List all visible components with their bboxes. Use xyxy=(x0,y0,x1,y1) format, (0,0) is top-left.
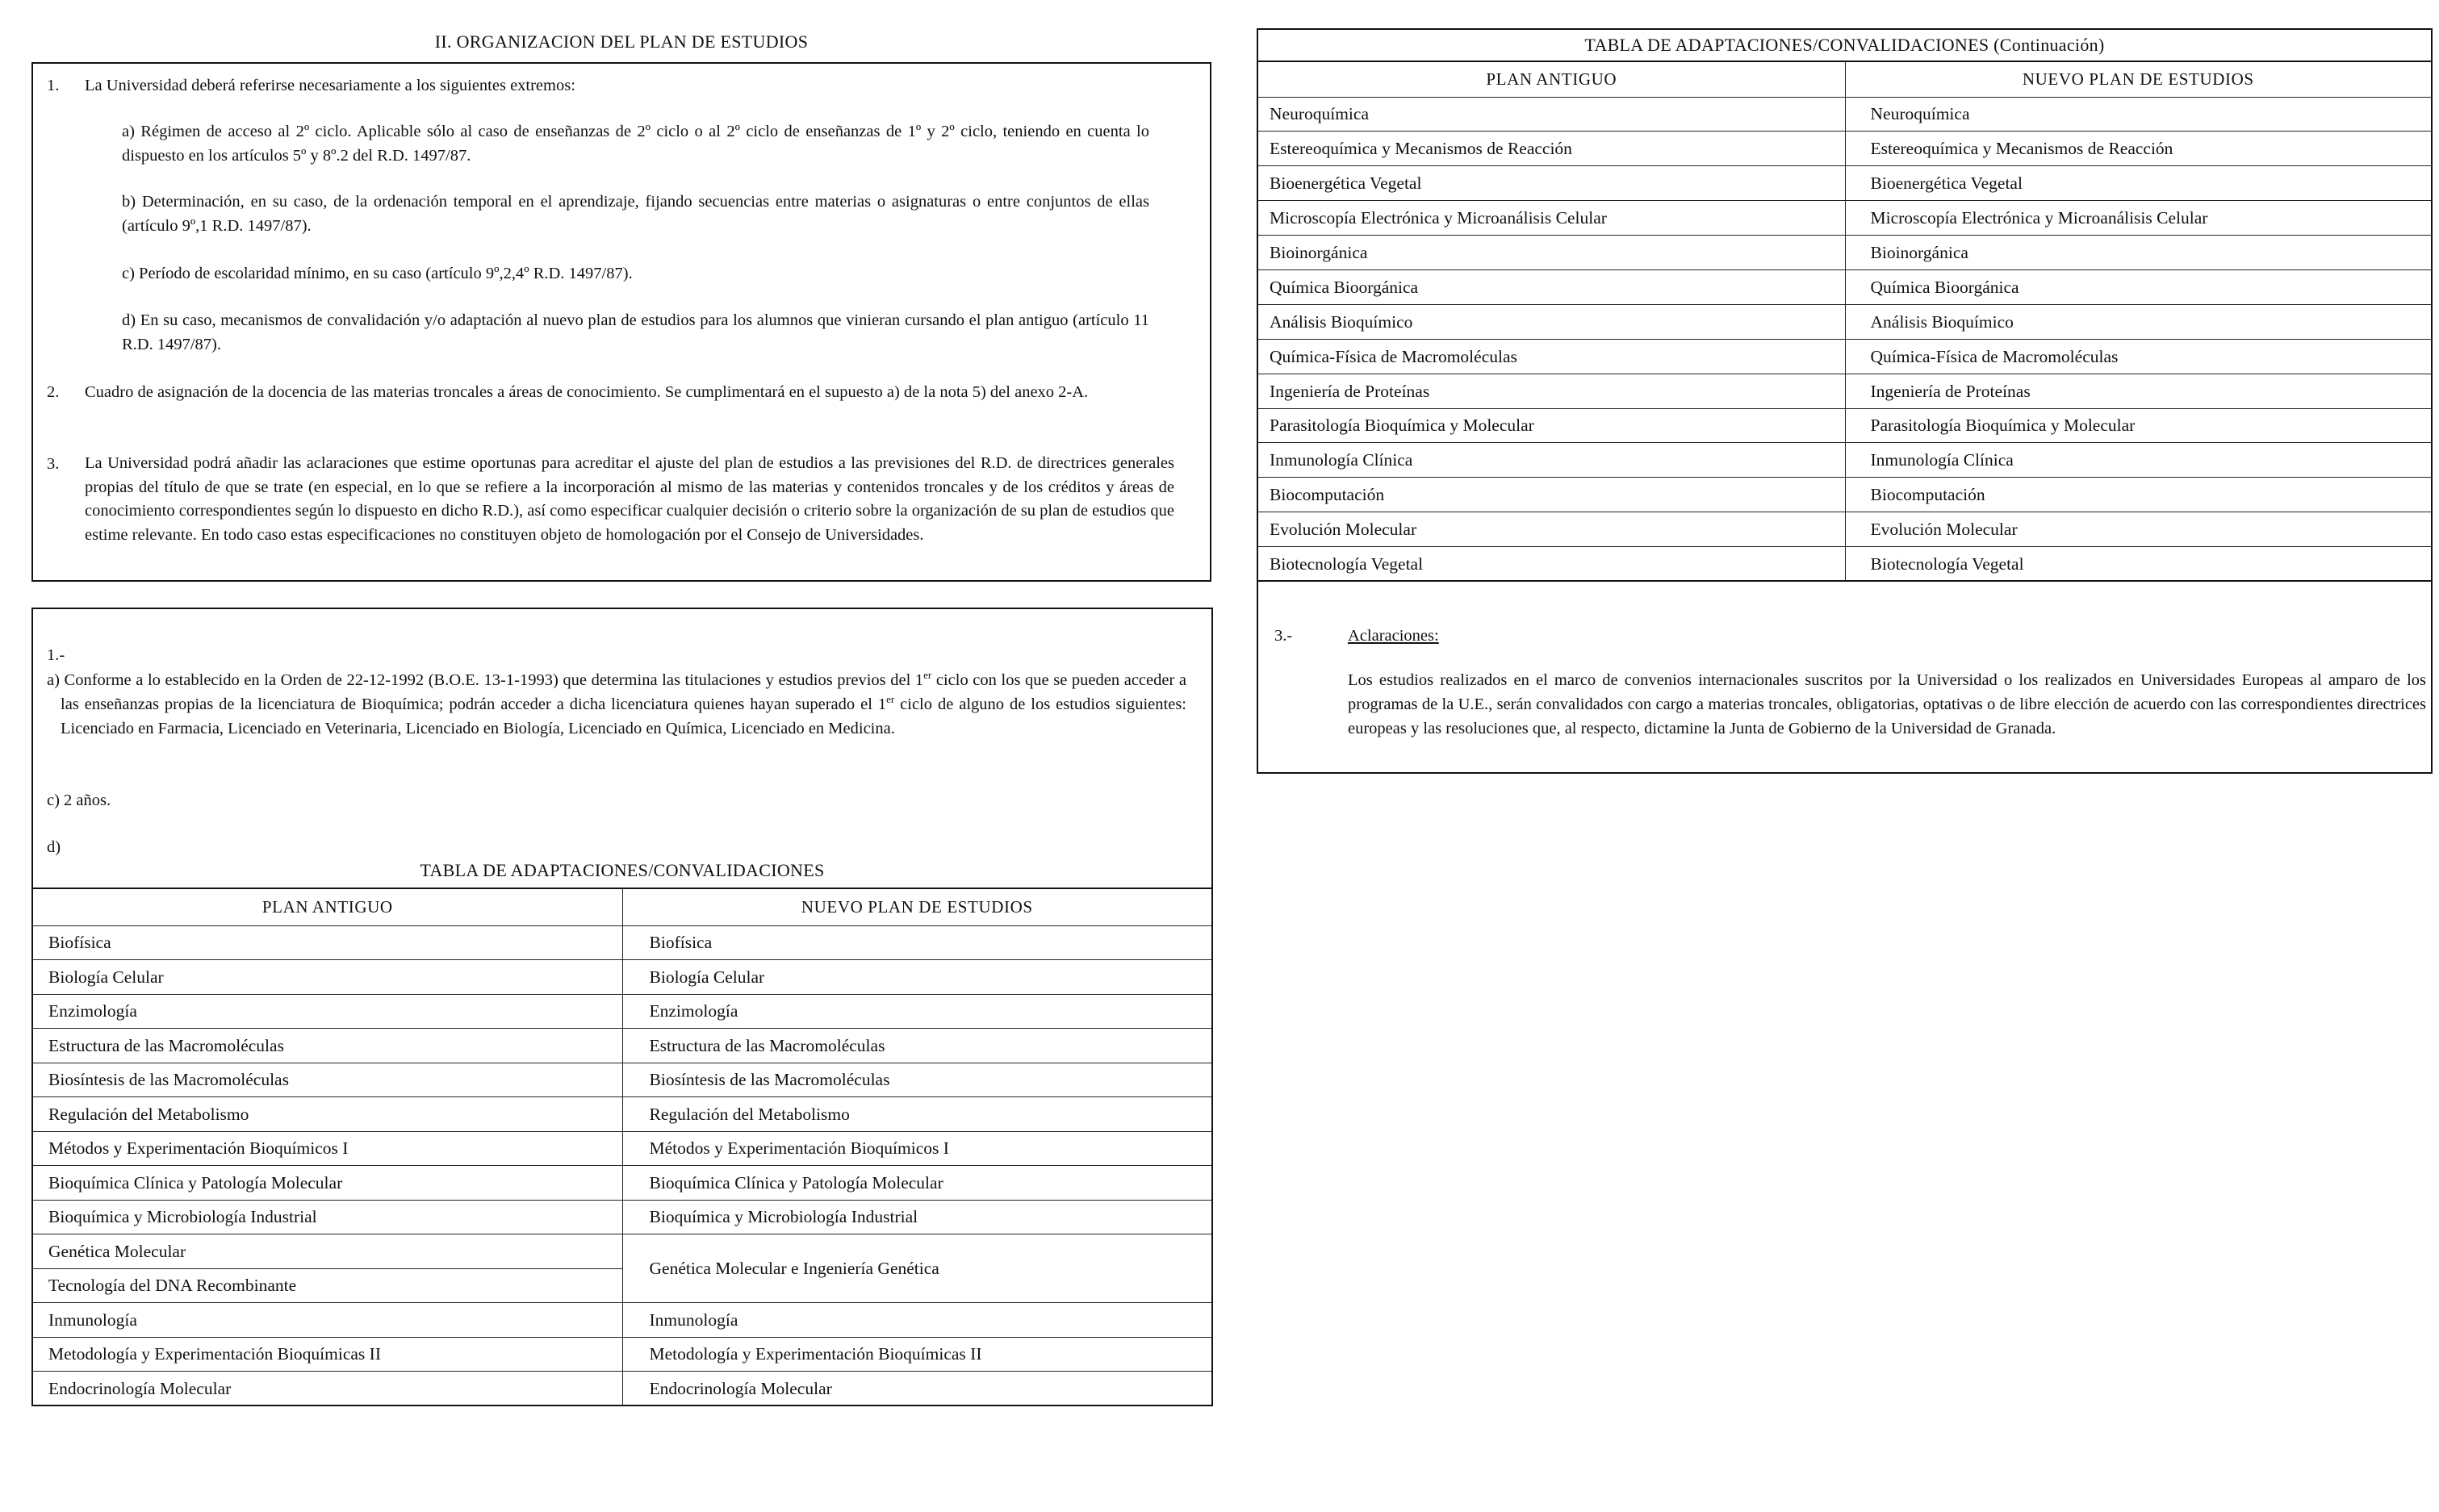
table-row xyxy=(33,994,1211,1029)
old-plan-cell: Química-Física de Macromoléculas xyxy=(1258,339,1845,374)
item-text: La Universidad deberá referirse necesariamente a los siguientes extremos: xyxy=(85,77,575,94)
old-plan-cell: Biofísica xyxy=(33,925,622,960)
ordinal-superscript: er xyxy=(886,693,895,706)
old-plan-cell: Evolución Molecular xyxy=(1258,512,1845,547)
answers-box xyxy=(31,608,1213,1406)
new-plan-cell: Endocrinología Molecular xyxy=(649,1379,832,1398)
old-plan-cell: Bioinorgánica xyxy=(1258,236,1845,270)
old-plan-cell: Ingeniería de Proteínas xyxy=(1258,374,1845,408)
answers-heading: 1.- xyxy=(47,646,65,664)
table-row xyxy=(1258,374,2431,408)
new-plan-cell: Bioquímica y Microbiología Industrial xyxy=(622,1200,1211,1234)
duration-text: c) 2 años. xyxy=(47,792,111,809)
new-plan-cell: Bioinorgánica xyxy=(1845,236,2431,270)
new-plan-cell: Análisis Bioquímico xyxy=(1845,304,2431,339)
new-plan-cell: Biocomputación xyxy=(1845,478,2431,512)
table-row xyxy=(1258,132,2431,166)
new-plan-merged-cell: Genética Molecular e Ingeniería Genética xyxy=(622,1234,1211,1303)
subitem-a: a) Régimen de acceso al 2º ciclo. Aplicable sólo al caso de enseñanzas de 2º ciclo o al 2º ciclo de enseñanzas de 1º y 2º ciclo, teniendo en cuenta lo dispuesto en los artículos 5º y 8º.2 del R.D. 1497/87. xyxy=(122,123,1149,165)
header-old-plan: PLAN ANTIGUO xyxy=(1258,62,1845,97)
table-row xyxy=(33,1029,1211,1063)
old-plan-cell: Estructura de las Macromoléculas xyxy=(33,1029,622,1063)
new-plan-cell: Inmunología Clínica xyxy=(1845,443,2431,478)
table-row xyxy=(1258,339,2431,374)
item-text: La Universidad podrá añadir las aclaraciones que estime oportunas para acreditar el ajuste del plan de estudios a las previsiones del R.D. de directrices generales propias del título de que se trate (en especial, en lo que se refiere a la incorporación al mismo de las materias y contenidos troncales y de los créditos y áreas de conocimiento correspondientes según lo dispuesto en dicho R.D.), así como especificar cualquier decisión o criterio sobre la organización de su plan de estudios que estime relevante. En todo caso estas especificaciones no constituyen objeto de homologación por el Consejo de Universidades. xyxy=(85,454,1174,544)
table-row xyxy=(33,1303,1211,1338)
table-row xyxy=(1258,201,2431,236)
subitem-d: d) En su caso, mecanismos de convalidación y/o adaptación al nuevo plan de estudios para los alumnos que vinieran cursando el plan antiguo (artículo 11 R.D. 1497/87). xyxy=(122,311,1149,353)
old-plan-cell: Biología Celular xyxy=(33,960,622,995)
access-text-3: ciclo de alguno de los estudios siguientes: Licenciado en Farmacia, Licenciado en Veterinaria, Licenciado en Biología, Licenciado en Química, Licenciado en Medicina. xyxy=(61,695,1186,737)
table-row xyxy=(1258,236,2431,270)
table-header-row xyxy=(1258,62,2431,97)
subitem-b: b) Determinación, en su caso, de la ordenación temporal en el aprendizaje, fijando secuencias entre materias o asignaturas o entre conjuntos de ellas (artículo 9º,1 R.D. 1497/87). xyxy=(122,193,1149,235)
old-plan-cell: Biotecnología Vegetal xyxy=(1258,547,1845,582)
header-new-plan: NUEVO PLAN DE ESTUDIOS xyxy=(1845,62,2431,97)
continuation-table xyxy=(1258,62,2431,582)
new-plan-cell: Inmunología xyxy=(622,1303,1211,1338)
new-plan-cell: Evolución Molecular xyxy=(1845,512,2431,547)
header-new-plan: NUEVO PLAN DE ESTUDIOS xyxy=(622,888,1211,925)
new-plan-cell: Estructura de las Macromoléculas xyxy=(622,1029,1211,1063)
old-plan-cell: Inmunología Clínica xyxy=(1258,443,1845,478)
old-plan-cell: Metodología y Experimentación Bioquímicas II xyxy=(33,1337,622,1372)
new-plan-cell: Neuroquímica xyxy=(1845,97,2431,132)
new-plan-cell: Bioenergética Vegetal xyxy=(1845,166,2431,201)
item-number: 2. xyxy=(47,383,60,401)
table-header-row xyxy=(33,888,1211,925)
table-row xyxy=(33,1200,1211,1234)
new-plan-cell: Métodos y Experimentación Bioquímicos I xyxy=(622,1131,1211,1166)
table-row xyxy=(1258,97,2431,132)
table-label: d) xyxy=(47,838,61,856)
table-row xyxy=(1258,478,2431,512)
old-plan-cell: Genética Molecular xyxy=(33,1234,622,1269)
new-plan-cell: Regulación del Metabolismo xyxy=(622,1097,1211,1132)
item-number: 1. xyxy=(47,77,60,94)
new-plan-cell: Química-Física de Macromoléculas xyxy=(1845,339,2431,374)
new-plan-cell: Enzimología xyxy=(622,994,1211,1029)
table-row xyxy=(1258,269,2431,304)
table-head xyxy=(1258,62,2431,97)
table-row xyxy=(1258,512,2431,547)
old-plan-cell: Biosíntesis de las Macromoléculas xyxy=(33,1063,622,1097)
table-row xyxy=(33,925,1211,960)
subitem-c: c) Período de escolaridad mínimo, en su caso (artículo 9º,2,4º R.D. 1497/87). xyxy=(122,265,633,282)
item-number: 3. xyxy=(47,455,60,473)
old-plan-cell: Análisis Bioquímico xyxy=(1258,304,1845,339)
table-row xyxy=(33,1372,1211,1406)
new-plan-cell: Estereoquímica y Mecanismos de Reacción xyxy=(1845,132,2431,166)
table-row xyxy=(33,1337,1211,1372)
old-plan-cell: Estereoquímica y Mecanismos de Reacción xyxy=(1258,132,1845,166)
old-plan-cell: Métodos y Experimentación Bioquímicos I xyxy=(33,1131,622,1166)
continuation-table-title: TABLA DE ADAPTACIONES/CONVALIDACIONES (Continuación) xyxy=(1258,30,2431,62)
old-plan-cell: Bioquímica Clínica y Patología Molecular xyxy=(33,1166,622,1201)
old-plan-cell: Inmunología xyxy=(33,1303,622,1338)
notes-number: 3.- xyxy=(1274,627,1293,645)
new-plan-cell: Biotecnología Vegetal xyxy=(1845,547,2431,582)
table-row xyxy=(1258,443,2431,478)
new-plan-cell: Bioquímica Clínica y Patología Molecular xyxy=(622,1166,1211,1201)
table-head xyxy=(33,888,1211,925)
table-row xyxy=(33,1234,1211,1269)
table-row xyxy=(1258,304,2431,339)
table-row xyxy=(33,1097,1211,1132)
old-plan-cell: Enzimología xyxy=(33,994,622,1029)
ordinal-superscript: er xyxy=(923,669,932,682)
table-row xyxy=(33,1131,1211,1166)
old-plan-cell: Parasitología Bioquímica y Molecular xyxy=(1258,408,1845,443)
new-plan-cell: Parasitología Bioquímica y Molecular xyxy=(1845,408,2431,443)
new-plan-cell: Biosíntesis de las Macromoléculas xyxy=(622,1063,1211,1097)
header-old-plan: PLAN ANTIGUO xyxy=(33,888,622,925)
old-plan-cell: Bioenergética Vegetal xyxy=(1258,166,1845,201)
old-plan-cell: Bioquímica y Microbiología Industrial xyxy=(33,1200,622,1234)
notes-paragraph: Los estudios realizados en el marco de convenios internacionales suscritos por la Universidad o los realizados en Universidades Europeas al amparo de los programas de la U.E., serán convalidados con cargo a materias troncales, obligatorias, optativas o de libre elección de acuerdo con las correspondientes directrices europeas y las resoluciones que, al respecto, dictamine la Junta de Gobierno de la Universidad de Granada. xyxy=(1348,671,2426,737)
new-plan-cell: Ingeniería de Proteínas xyxy=(1845,374,2431,408)
new-plan-cell: Metodología y Experimentación Bioquímicas II xyxy=(622,1337,1211,1372)
new-plan-cell: Microscopía Electrónica y Microanálisis Celular xyxy=(1845,201,2431,236)
notes-heading: Aclaraciones: xyxy=(1348,627,1439,645)
table-row xyxy=(33,960,1211,995)
table-row xyxy=(33,1166,1211,1201)
adaptation-table-title: TABLA DE ADAPTACIONES/CONVALIDACIONES xyxy=(420,860,825,880)
access-text-2: ciclo con los que se pueden acceder a las enseñanzas propias de la licenciatura de Bioquímica; podrán acceder a dicha licenciatura quienes hayan superado el 1 xyxy=(61,671,1186,713)
table-body xyxy=(1258,97,2431,581)
old-plan-cell: Química Bioorgánica xyxy=(1258,269,1845,304)
item-text: Cuadro de asignación de la docencia de las materias troncales a áreas de conocimiento. Se cumplimentará en el supuesto a) de la nota 5) del anexo 2-A. xyxy=(85,383,1089,401)
table-body xyxy=(33,925,1211,1405)
table-row xyxy=(33,1063,1211,1097)
old-plan-cell: Microscopía Electrónica y Microanálisis Celular xyxy=(1258,201,1845,236)
old-plan-cell: Regulación del Metabolismo xyxy=(33,1097,622,1132)
section-title: II. ORGANIZACION DEL PLAN DE ESTUDIOS xyxy=(434,31,809,52)
access-paragraph xyxy=(47,668,1186,741)
old-plan-cell: Neuroquímica xyxy=(1258,97,1845,132)
new-plan-cell: Biofísica xyxy=(622,925,1211,960)
new-plan-cell: Química Bioorgánica xyxy=(1845,269,2431,304)
table-row xyxy=(1258,547,2431,582)
access-text-1: a) Conforme a lo establecido en la Orden de 22-12-1992 (B.O.E. 13-1-1993) que determina las titulaciones y estudios previos del 1 xyxy=(47,671,924,689)
old-plan-cell: Tecnología del DNA Recombinante xyxy=(33,1268,622,1303)
table-row xyxy=(1258,166,2431,201)
instructions-box xyxy=(31,62,1211,582)
table-row xyxy=(1258,408,2431,443)
adaptation-table xyxy=(33,888,1211,1405)
old-plan-cell: Biocomputación xyxy=(1258,478,1845,512)
new-plan-cell: Biología Celular xyxy=(622,960,1211,995)
old-plan-cell: Endocrinología Molecular xyxy=(33,1372,622,1406)
continuation-box xyxy=(1257,28,2433,774)
